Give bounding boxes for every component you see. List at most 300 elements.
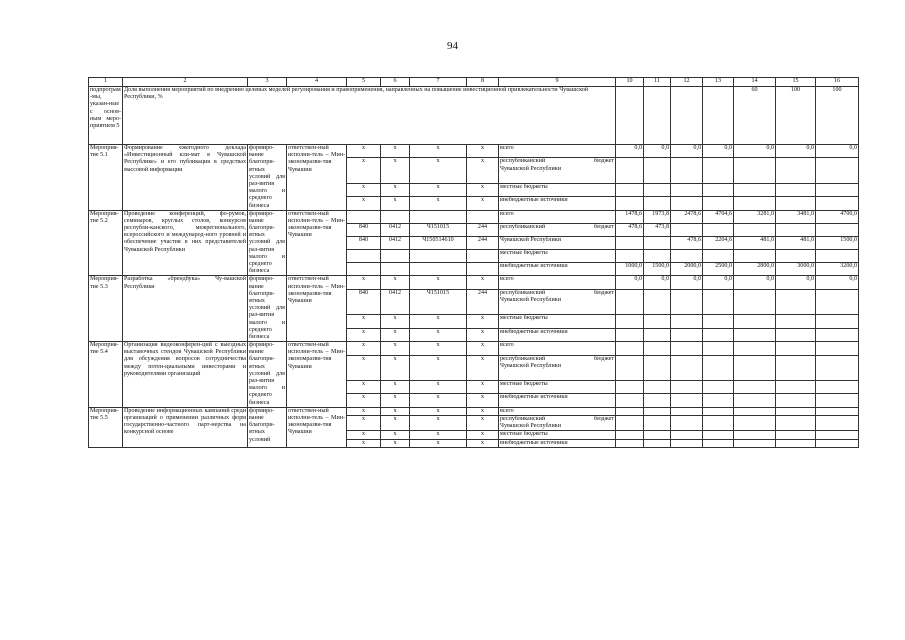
amount-cell	[703, 183, 734, 196]
amount-cell	[616, 431, 644, 439]
code-cell: x	[410, 328, 467, 342]
amount-cell	[616, 328, 644, 342]
code-cell: x	[410, 342, 467, 355]
funding-source	[499, 407, 616, 415]
measure-label: Мероприя-тие 5.5	[89, 407, 123, 447]
amount-cell	[816, 342, 859, 355]
code-cell: x	[381, 439, 410, 447]
amount-cell: 0,0	[734, 276, 776, 289]
indicator-empty	[644, 87, 671, 145]
amount-cell	[734, 355, 776, 380]
measure-goal: формиро-вание благопри-ятных условий для раз-вития малого и среднего бизнеса	[249, 145, 285, 209]
amount-cell	[616, 158, 644, 183]
code-cell: x	[410, 197, 467, 211]
amount-cell	[816, 407, 859, 415]
amount-cell	[644, 250, 671, 263]
column-number: 6	[381, 78, 410, 87]
amount-cell	[816, 328, 859, 342]
measure-executor: ответствен-ный исполни-тель – Мин-экономразви-тия Чувашии	[287, 407, 347, 447]
code-cell	[381, 263, 410, 276]
code-cell: x	[467, 407, 499, 415]
amount-cell	[734, 342, 776, 355]
funding-source	[499, 289, 616, 314]
code-cell: x	[467, 315, 499, 328]
code-cell: x	[410, 145, 467, 158]
amount-cell	[671, 407, 703, 415]
code-cell: x	[347, 342, 381, 355]
indicator-empty	[703, 87, 734, 145]
amount-cell	[776, 355, 816, 380]
indicator-value-13: 60	[734, 87, 776, 145]
code-cell	[381, 250, 410, 263]
column-number: 12	[671, 78, 703, 87]
code-cell: x	[467, 328, 499, 342]
code-cell: x	[381, 407, 410, 415]
column-number-row	[89, 78, 859, 87]
measure-description: Проведение информационных кампаний среди организаций о применении различных форм государственно-частного парт-нерства на конкурсной основе	[123, 407, 248, 447]
funding-source	[499, 342, 616, 355]
amount-cell	[671, 158, 703, 183]
code-cell: x	[347, 276, 381, 289]
funding-source-label: всего	[500, 276, 514, 283]
column-number: 13	[703, 78, 734, 87]
code-cell: x	[410, 276, 467, 289]
measure-label: Мероприя-тие 5.2	[89, 210, 123, 276]
code-cell: x	[347, 355, 381, 380]
amount-cell	[776, 250, 816, 263]
amount-cell	[644, 289, 671, 314]
amount-cell: 0,0	[816, 145, 859, 158]
amount-cell	[703, 407, 734, 415]
amount-cell	[644, 328, 671, 342]
code-cell	[347, 210, 381, 223]
amount-cell	[703, 315, 734, 328]
code-cell: x	[467, 380, 499, 393]
amount-cell	[644, 158, 671, 183]
amount-cell	[703, 355, 734, 380]
code-cell: x	[347, 439, 381, 447]
funding-source	[499, 145, 616, 158]
amount-cell	[776, 183, 816, 196]
amount-cell: 4704,6	[703, 210, 734, 223]
amount-cell	[671, 380, 703, 393]
measure-description: Формирование ежегодного доклада «Инвестиционный кли-мат в Чувашской Республике» и его публикация в средствах массовой информации	[123, 145, 248, 211]
funding-source-label-line2: Чувашской Республики	[500, 297, 561, 304]
funding-source	[499, 197, 616, 211]
code-cell: x	[381, 380, 410, 393]
amount-cell	[671, 439, 703, 447]
code-cell: x	[467, 342, 499, 355]
funding-source-label: местные бюджеты	[500, 431, 548, 438]
code-cell: x	[347, 158, 381, 183]
funding-source	[499, 394, 616, 408]
amount-cell	[776, 380, 816, 393]
code-cell: x	[467, 276, 499, 289]
code-cell	[410, 250, 467, 263]
code-cell: 0412	[381, 289, 410, 314]
code-cell: 0412	[381, 223, 410, 236]
amount-cell: 0,0	[671, 145, 703, 158]
measure-label: Мероприя-тие 5.1	[89, 145, 123, 211]
funding-source	[499, 250, 616, 263]
amount-cell: 1973,8	[644, 210, 671, 223]
amount-cell	[776, 431, 816, 439]
column-number: 3	[248, 78, 287, 87]
amount-cell	[734, 328, 776, 342]
amount-cell	[734, 197, 776, 211]
funding-source-label: республиканский	[500, 355, 546, 362]
table-body	[89, 78, 859, 448]
measure-goal: формиро-вание благопри-ятных условий	[248, 407, 287, 447]
amount-cell	[776, 394, 816, 408]
amount-cell	[734, 415, 776, 430]
code-cell	[347, 250, 381, 263]
measure-executor: ответствен-ный исполни-тель – Мин-экономразви-тия Чувашии	[287, 276, 347, 342]
amount-cell	[616, 289, 644, 314]
measure-row	[89, 276, 859, 289]
code-cell: 840	[347, 289, 381, 314]
code-cell: x	[381, 145, 410, 158]
amount-cell	[644, 355, 671, 380]
amount-cell	[671, 415, 703, 430]
funding-source-label: всего	[500, 145, 514, 151]
code-cell: x	[410, 415, 467, 430]
amount-cell	[703, 342, 734, 355]
code-cell: x	[381, 276, 410, 289]
measure-description: Проведение конференций, фо-румов, семинаров, круглых столов, конкурсов республи-канского, межрегионального, всероссийского и международ-ного уровней и обеспечение участия в них представителей Чувашской Республики	[123, 210, 248, 276]
column-number: 15	[776, 78, 816, 87]
amount-cell	[816, 197, 859, 211]
indicator-value-15: 100	[816, 87, 859, 145]
amount-cell: 2500,0	[703, 263, 734, 276]
code-cell: x	[347, 380, 381, 393]
amount-cell: 1478,6	[616, 210, 644, 223]
code-cell	[467, 263, 499, 276]
funding-source-label-line2: Чувашской Республики	[500, 362, 561, 369]
amount-cell	[616, 236, 644, 249]
funding-source	[499, 328, 616, 342]
amount-cell: 0,0	[616, 145, 644, 158]
amount-cell	[734, 289, 776, 314]
measure-description: Разработка «брендбука» Чу-вашской Республики	[123, 276, 248, 342]
measure-executor: ответствен-ный исполни-тель – Мин-экономразви-тия Чувашии	[287, 145, 347, 211]
amount-cell	[616, 415, 644, 430]
funding-source	[499, 315, 616, 328]
code-cell: Ч150514610	[410, 236, 467, 249]
indicator-text: Доля выполнения мероприятий по внедрению целевых моделей регулирования и правоприменения, направленных на повышение инвестиционной привлекательности Чувашской Республики, %	[123, 87, 616, 145]
column-number: 2	[123, 78, 248, 87]
amount-cell	[776, 342, 816, 355]
amount-cell	[671, 355, 703, 380]
code-cell: x	[381, 158, 410, 183]
amount-cell	[734, 183, 776, 196]
code-cell: x	[381, 183, 410, 196]
budget-table	[88, 77, 859, 448]
code-cell: Ч151015	[410, 289, 467, 314]
code-cell: 840	[347, 223, 381, 236]
amount-cell: 481,0	[734, 236, 776, 249]
amount-cell	[776, 415, 816, 430]
funding-source-label: местные бюджеты	[500, 380, 548, 387]
amount-cell: 3200,0	[816, 263, 859, 276]
amount-cell	[616, 315, 644, 328]
funding-source-label: всего	[500, 407, 514, 414]
code-cell: x	[467, 355, 499, 380]
amount-cell	[776, 315, 816, 328]
funding-source	[499, 415, 616, 430]
amount-cell	[671, 431, 703, 439]
amount-cell	[734, 158, 776, 183]
column-number: 1	[89, 78, 123, 87]
funding-source	[499, 223, 616, 236]
amount-cell	[816, 183, 859, 196]
amount-cell	[644, 183, 671, 196]
code-cell	[467, 210, 499, 223]
measure-goal: формиро-вание благопри-ятных условий для раз-вития малого и среднего бизнеса	[249, 276, 285, 340]
amount-cell	[616, 250, 644, 263]
amount-cell: 1500,0	[816, 236, 859, 249]
funding-source	[499, 276, 616, 289]
code-cell: x	[347, 415, 381, 430]
code-cell: Ч151015	[410, 223, 467, 236]
amount-cell	[816, 289, 859, 314]
measure-row	[89, 407, 859, 415]
measure-label: Мероприя-тие 5.3	[89, 276, 123, 342]
amount-cell: 473,8	[644, 223, 671, 236]
measure-row	[89, 210, 859, 223]
amount-cell	[644, 439, 671, 447]
funding-source	[499, 183, 616, 196]
funding-source-label-tail: бюджет	[594, 223, 614, 230]
amount-cell	[776, 158, 816, 183]
funding-source-label: местные бюджеты	[500, 315, 548, 322]
amount-cell	[616, 183, 644, 196]
code-cell: x	[347, 394, 381, 408]
funding-source-label-tail: бюджет	[594, 289, 614, 296]
funding-source-label-line2: Чувашской Республики	[500, 165, 561, 172]
amount-cell: 0,0	[703, 145, 734, 158]
code-cell: x	[467, 431, 499, 439]
amount-cell	[703, 197, 734, 211]
amount-cell	[644, 394, 671, 408]
amount-cell: 2000,0	[671, 263, 703, 276]
code-cell: x	[410, 380, 467, 393]
amount-cell	[703, 328, 734, 342]
funding-source-label: республиканский	[500, 223, 546, 230]
code-cell: x	[347, 197, 381, 211]
code-cell: x	[467, 158, 499, 183]
code-cell: x	[467, 439, 499, 447]
amount-cell	[703, 250, 734, 263]
amount-cell	[671, 315, 703, 328]
amount-cell	[816, 223, 859, 236]
amount-cell	[644, 315, 671, 328]
amount-cell: 0,0	[776, 145, 816, 158]
amount-cell	[671, 394, 703, 408]
code-cell: x	[381, 394, 410, 408]
amount-cell	[671, 223, 703, 236]
amount-cell	[816, 380, 859, 393]
amount-cell	[703, 289, 734, 314]
amount-cell: 0,0	[703, 276, 734, 289]
funding-source	[499, 236, 616, 249]
amount-cell	[734, 223, 776, 236]
amount-cell	[816, 355, 859, 380]
code-cell: x	[347, 328, 381, 342]
amount-cell: 0,0	[734, 145, 776, 158]
amount-cell	[816, 431, 859, 439]
code-cell: x	[410, 439, 467, 447]
funding-source-label: республиканский	[500, 415, 546, 422]
funding-source-label: внебюджетные источники	[500, 394, 568, 401]
code-cell: x	[467, 415, 499, 430]
code-cell: 244	[467, 223, 499, 236]
funding-source-label-line2: Чувашской Республики	[500, 423, 561, 430]
amount-cell	[776, 439, 816, 447]
amount-cell	[671, 197, 703, 211]
code-cell: 244	[467, 289, 499, 314]
amount-cell	[776, 197, 816, 211]
amount-cell	[816, 250, 859, 263]
code-cell: x	[381, 415, 410, 430]
amount-cell	[703, 431, 734, 439]
funding-source-label-tail: бюджет	[594, 415, 614, 422]
page-number: 94	[447, 40, 458, 52]
amount-cell	[816, 394, 859, 408]
amount-cell: 0,0	[644, 276, 671, 289]
indicator-empty	[616, 87, 644, 145]
code-cell	[381, 210, 410, 223]
code-cell	[410, 263, 467, 276]
column-number: 4	[287, 78, 347, 87]
indicator-value-14: 100	[776, 87, 816, 145]
amount-cell	[734, 315, 776, 328]
amount-cell	[616, 197, 644, 211]
column-number: 5	[347, 78, 381, 87]
measure-goal: формиро-вание благопри-ятных условий для раз-вития малого и среднего бизнеса	[249, 210, 285, 275]
measure-row	[89, 342, 859, 355]
indicator-row	[89, 87, 859, 145]
code-cell: x	[410, 431, 467, 439]
amount-cell	[776, 328, 816, 342]
code-cell: x	[410, 183, 467, 196]
amount-cell	[644, 431, 671, 439]
amount-cell	[734, 439, 776, 447]
funding-source-label: республиканский	[500, 289, 546, 296]
amount-cell	[734, 431, 776, 439]
code-cell: x	[347, 315, 381, 328]
code-cell: x	[410, 158, 467, 183]
amount-cell: 2204,6	[703, 236, 734, 249]
amount-cell	[644, 236, 671, 249]
amount-cell	[816, 415, 859, 430]
amount-cell	[616, 439, 644, 447]
amount-cell: 0,0	[816, 276, 859, 289]
amount-cell	[776, 289, 816, 314]
column-number: 7	[410, 78, 467, 87]
code-cell: x	[467, 197, 499, 211]
code-cell: x	[467, 394, 499, 408]
code-cell	[410, 210, 467, 223]
amount-cell	[816, 439, 859, 447]
amount-cell	[671, 289, 703, 314]
amount-cell	[734, 394, 776, 408]
funding-source-label: внебюджетные источники	[500, 263, 568, 270]
amount-cell	[703, 223, 734, 236]
amount-cell: 478,6	[671, 236, 703, 249]
code-cell: x	[467, 183, 499, 196]
amount-cell	[703, 439, 734, 447]
amount-cell	[644, 380, 671, 393]
indicator-label: подпрограм-мы, указан-ные с основ-ным меро-приятием 5	[89, 87, 123, 145]
funding-source-label: внебюджетные источники	[500, 197, 568, 204]
measure-description: Организация видеоконферен-ций с выездных выставочных стендов Чувашской Республики для обсуждения вопросов сотрудничества между потен-циальными инвесторами и руководителями организаций	[123, 342, 248, 408]
amount-cell: 1000,0	[616, 263, 644, 276]
code-cell	[347, 263, 381, 276]
funding-source-label: местные бюджеты	[500, 183, 548, 190]
amount-cell	[644, 197, 671, 211]
funding-source-label: местные бюджеты	[500, 250, 548, 257]
measure-executor: ответствен-ный исполни-тель – Мин-экономразви-тия Чувашии	[287, 210, 347, 276]
amount-cell: 3481,0	[776, 210, 816, 223]
amount-cell	[644, 342, 671, 355]
code-cell: x	[347, 183, 381, 196]
amount-cell	[703, 158, 734, 183]
amount-cell	[816, 315, 859, 328]
amount-cell: 2478,6	[671, 210, 703, 223]
amount-cell	[671, 183, 703, 196]
amount-cell	[671, 328, 703, 342]
funding-source	[499, 431, 616, 439]
amount-cell	[616, 355, 644, 380]
code-cell: x	[410, 407, 467, 415]
funding-source-label: внебюджетные источники	[500, 328, 568, 335]
column-number: 9	[499, 78, 616, 87]
code-cell: x	[381, 355, 410, 380]
amount-cell: 478,6	[616, 223, 644, 236]
code-cell: x	[467, 145, 499, 158]
code-cell: x	[347, 431, 381, 439]
amount-cell	[671, 250, 703, 263]
column-number: 16	[816, 78, 859, 87]
funding-source-label-tail: бюджет	[594, 158, 614, 165]
funding-source	[499, 263, 616, 276]
amount-cell	[734, 407, 776, 415]
amount-cell	[616, 407, 644, 415]
amount-cell	[776, 223, 816, 236]
code-cell: x	[381, 342, 410, 355]
funding-source	[499, 380, 616, 393]
amount-cell	[644, 407, 671, 415]
amount-cell: 0,0	[644, 145, 671, 158]
funding-source-label-tail: бюджет	[594, 355, 614, 362]
code-cell: 244	[467, 236, 499, 249]
column-number: 14	[734, 78, 776, 87]
amount-cell: 0,0	[616, 276, 644, 289]
funding-source-label: всего	[500, 342, 514, 349]
measure-row	[89, 145, 859, 158]
funding-source-label: внебюджетные источники	[500, 439, 568, 446]
amount-cell	[616, 342, 644, 355]
amount-cell	[703, 415, 734, 430]
code-cell: x	[410, 394, 467, 408]
code-cell: x	[381, 197, 410, 211]
column-number: 11	[644, 78, 671, 87]
code-cell: 0412	[381, 236, 410, 249]
funding-source	[499, 355, 616, 380]
funding-source-label: Чувашской Республики	[500, 236, 561, 243]
code-cell	[467, 250, 499, 263]
